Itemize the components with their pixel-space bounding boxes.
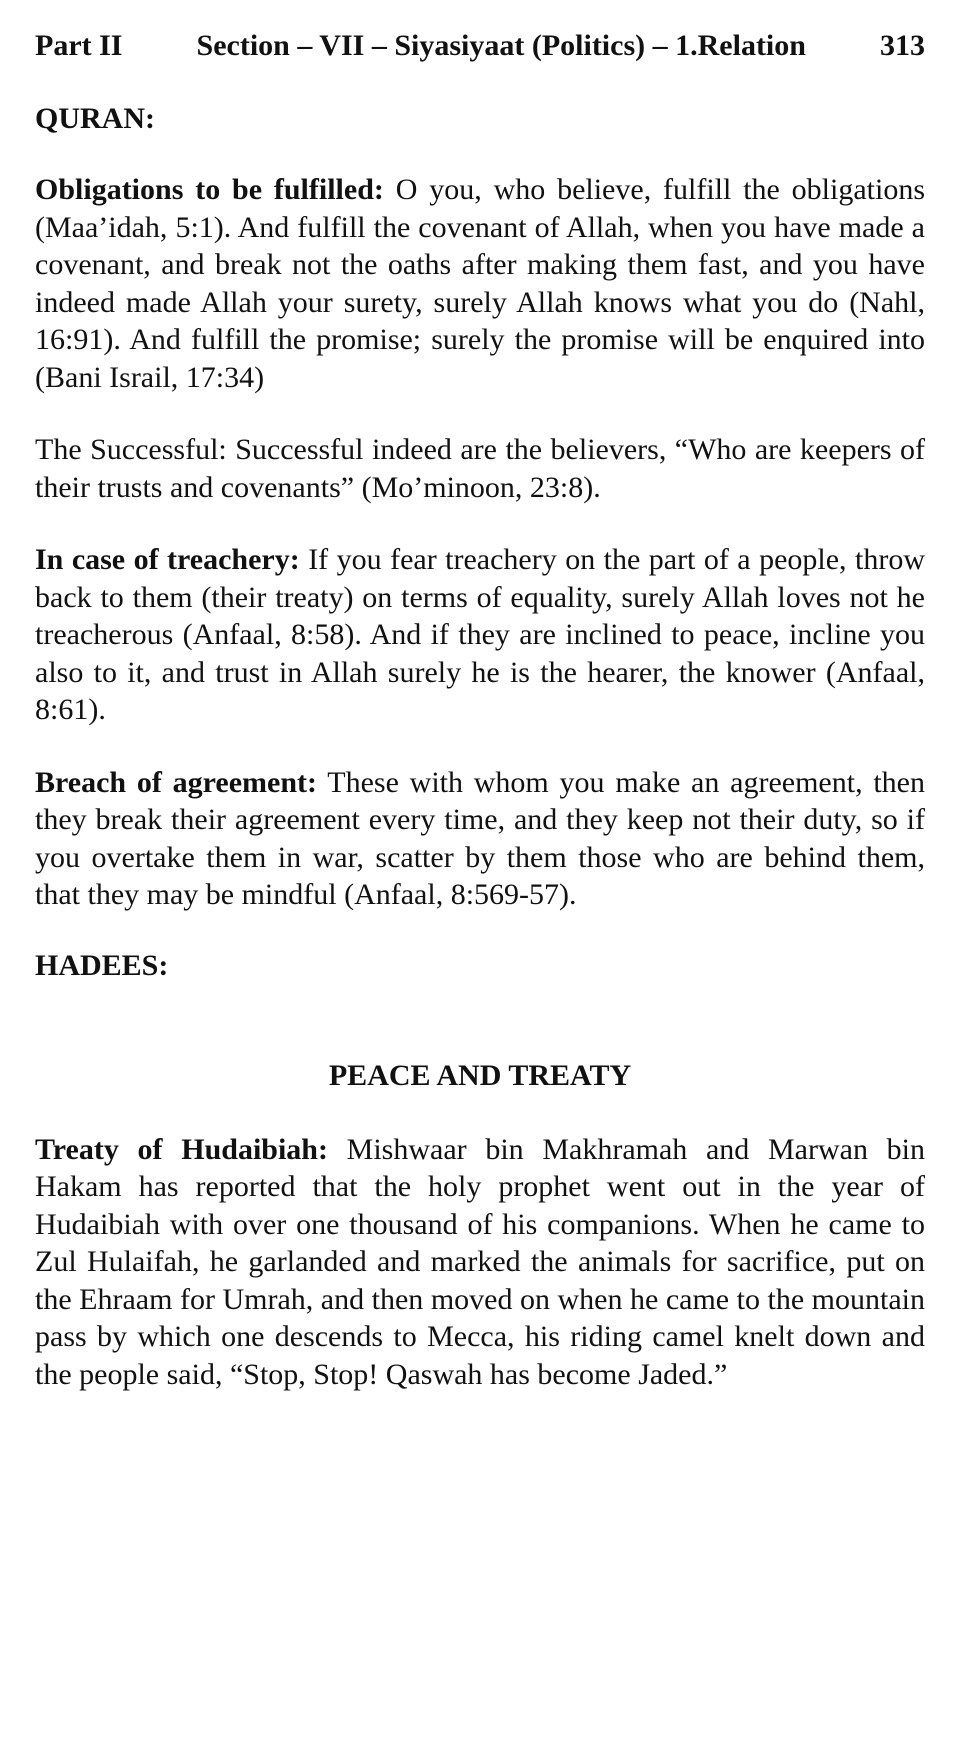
- successful-paragraph: [35, 431, 925, 506]
- page-number: 313: [879, 29, 925, 62]
- breach-lead: Breach of agreement:: [35, 765, 318, 799]
- book-page: [35, 22, 925, 1393]
- peace-and-treaty-title: PEACE AND TREATY: [328, 1058, 632, 1092]
- treachery-lead: In case of treachery:: [35, 543, 300, 576]
- breach-paragraph: [35, 764, 925, 914]
- hadees-heading: HADEES:: [35, 948, 169, 982]
- section-label: Section – VII – Siyasiyaat (Politics) – 1.Relation: [196, 29, 806, 62]
- obligations-paragraph: [35, 171, 925, 396]
- running-header: [35, 22, 925, 70]
- treachery-paragraph: [35, 541, 925, 729]
- breach-text: These with whom you make an agreement, then they break their agreement every time, and they keep not their duty, so if you overtake them in war, scatter by them those who are behind them, that they may be mindful (Anfaal, 8:569-57).: [35, 765, 925, 911]
- successful-text: The Successful: Successful indeed are the believers, “Who are keepers of their trusts and covenants” (Mo’minoon, 23:8).: [35, 433, 925, 504]
- hudaibiah-text: Mishwaar bin Makhramah and Marwan bin Hakam has reported that the holy prophet went out in the year of Hudaibiah with over one thousand of his companions. When he came to Zul Hulaifah, he garlanded and marked the animals for sacrifice, put on the Ehraam for Umrah, and then moved on when he came to the mountain pass by which one descends to Mecca, his riding camel knelt down and the people said, “Stop, Stop! Qaswah has become Jaded.”: [35, 1132, 925, 1391]
- obligations-text: O you, who believe, fulfill the obligations (Maa’idah, 5:1). And fulfill the covenant of Allah, when you have made a covenant, and break not the oaths after making them fast, and you have indeed made Allah your surety, surely Allah knows what you do (Nahl, 16:91). And fulfill the promise; surely the promise will be enquired into (Bani Israil, 17:34): [35, 173, 926, 394]
- quran-heading: QURAN:: [35, 102, 155, 135]
- treachery-text: If you fear treachery on the part of a people, throw back to them (their treaty) on terms of equality, surely Allah loves not he treacherous (Anfaal, 8:58). And if they are inclined to peace, incline you also to it, and trust in Allah surely he is the hearer, the knower (Anfaal, 8:61).: [35, 543, 925, 726]
- hudaibiah-paragraph: [35, 1131, 925, 1394]
- obligations-lead: Obligations to be fulfilled:: [35, 173, 384, 206]
- part-label: Part II: [35, 29, 123, 62]
- hudaibiah-lead: Treaty of Hudaibiah:: [35, 1132, 328, 1166]
